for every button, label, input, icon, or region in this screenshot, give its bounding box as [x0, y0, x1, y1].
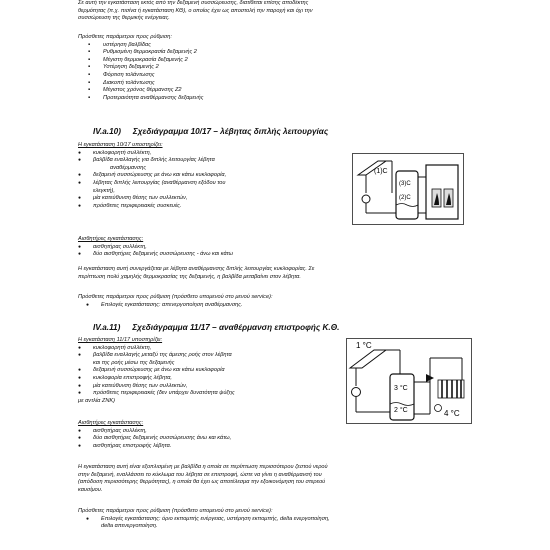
- section-11-heading: [93, 323, 339, 332]
- collector-sensor-label: 1 °C: [356, 341, 372, 350]
- tank-sensor-label: 3 °C: [394, 385, 408, 392]
- section-10-params-label: Πρόσθετες παράμετροι προς ρύθμιση (πρόσθετο υπομενού στο μενού service):: [78, 294, 273, 300]
- intro-params-label: Πρόσθετες παράμετροι προς ρύθμιση:: [78, 34, 172, 40]
- section-11-schematic: [346, 338, 472, 424]
- section-10-description: [78, 266, 498, 281]
- list-item: ▪ Προτεραιότητα αναθέρμανσης δεξαμενής: [88, 95, 498, 103]
- intro-line: θερμότητας (π.χ. πισίνα ή εγκατάσταση ΚΘ), ο οποίος έχει ως αποστολή την παροχή και όχι την: [78, 7, 313, 14]
- section-10-sensors: [78, 236, 498, 259]
- section-10-params: [78, 294, 498, 309]
- description-line: περίπτωση πολύ χαμηλής θερμοκρασίας της δεξαμενής, η βαλβίδα μεταβαίνει στον λέβητα.: [78, 273, 301, 280]
- list-item: ▪ υστέρηση βαλβίδας: [88, 42, 498, 50]
- list-item: ● βαλβίδα εναλλαγής μεταξύ της άμεσης ροής στον λέβητα: [78, 352, 353, 360]
- section-11-title: Σχεδιάγραμμα 11/17 – αναθέρμανση επιστροφής Κ.Θ.: [132, 323, 340, 332]
- description-line: στην δεξαμενή, εναλλάσσει το κύκλωμα του λέβητα σε επιστροφή, ώστε να γίνει η αναθέρμανσή του: [78, 471, 322, 478]
- list-item: ● δύο αισθητήρες δεξαμενής συσσώρευσης άνω και κάτω,: [78, 435, 498, 443]
- description-line: καυσίμου.: [78, 486, 103, 493]
- list-item: ▪ Ρυθμισμένη θερμοκρασία δεξαμενής 2: [88, 49, 498, 57]
- list-item: ● κυκλοφορία επιστροφής λέβητα,: [78, 375, 353, 383]
- tank-sensor-label: (2)C: [399, 195, 411, 201]
- intro-paragraph: [78, 0, 498, 23]
- list-item-continuation: ελεγκτή),: [93, 187, 115, 194]
- radiator-icon: [438, 380, 464, 398]
- tank-sensor-label: (3)C: [399, 181, 411, 187]
- intro-params-list: [88, 42, 498, 103]
- list-item: ● δύο αισθητήρες δεξαμενής συσσώρευσης - άνω και κάτω: [78, 251, 498, 259]
- section-10-system: [78, 142, 353, 210]
- section-11-params-label: Πρόσθετες παράμετροι προς ρύθμιση (πρόσθετο υπομενού στο μενού service):: [78, 508, 273, 514]
- section-10-heading: [93, 127, 328, 136]
- list-item-continuation: με αντλία ZNK): [78, 397, 115, 404]
- tank-sensor-label: 2 °C: [394, 407, 408, 414]
- section-10-title: Σχεδιάγραμμα 10/17 – λέβητας διπλής λειτουργίας: [132, 127, 329, 136]
- description-line: (απόδοση περισσότερης θερμότητας), η οποία θα έχει ως αποτέλεσμα την εξοικονόμηση του στερεού: [78, 479, 326, 486]
- list-item: ● κυκλοφορητή συλλέκτη,: [78, 150, 353, 158]
- list-item: ● δεξαμενή συσσώρευσης με άνω και κάτω κυκλοφορία: [78, 367, 353, 375]
- list-item: ● δεξαμενή συσσώρευσης με άνω και κάτω κυκλοφορία,: [78, 172, 353, 180]
- list-item: ● μία κατεύθυνση θέσης των συλλεκτών,: [78, 195, 353, 203]
- section-11-system-list: [78, 345, 353, 406]
- list-item: ▪ Υστέρηση δεξαμενής 2: [88, 64, 498, 72]
- pump-icon: [352, 388, 361, 397]
- list-item: ● πρόσθετες περιφερειακές συσκευές.: [78, 203, 353, 211]
- list-item: ● βαλβίδα εναλλαγής για διπλής λειτουργίας λέβητα: [78, 157, 353, 165]
- list-item: ● λέβητας διπλής λειτουργίας (αναθέρμανση εξόδου του: [78, 180, 353, 188]
- section-11-sensors-label: Αισθητήρες εγκατάστασης:: [78, 420, 144, 426]
- list-item: ▪ Μέγιστος χρόνος θέρμανσης Ζ2: [88, 87, 498, 95]
- list-item: ● πρόσθετες περιφερειακές (δεν υπάρχει δυνατότητα ψύξης: [78, 390, 353, 398]
- list-item: ▪ Φόρτιση τολάντωσης: [88, 72, 498, 80]
- list-item-continuation: delta απενεργοποίηση.: [101, 523, 158, 530]
- intro-line: Σε αυτή την εγκατάσταση εκτός από την δεξαμενή συσσώρευσης, διατίθεται επίσης αποδέκτης: [78, 0, 309, 6]
- list-item: ● Επιλογές εγκατάστασης: απενεργοποίηση αναθέρμανσης.: [86, 302, 498, 310]
- list-item: ● αισθητήρας συλλέκτη,: [78, 244, 498, 252]
- section-11-description: [78, 464, 498, 494]
- section-10-system-label: Η εγκατάσταση 10/17 υποστηρίζει:: [78, 142, 163, 148]
- pump-icon: [362, 195, 370, 203]
- section-11-params: [78, 508, 498, 531]
- intro-line: συσσώρευση της θερμικής ενέργειας.: [78, 15, 170, 22]
- pump-icon: [435, 405, 442, 412]
- collector-label: (1)C: [374, 168, 388, 175]
- list-item: ▪ Μέγιστη θερμοκρασία δεξαμενής 2: [88, 57, 498, 65]
- section-10-system-list: [78, 150, 353, 211]
- section-10-sensors-label: Αισθητήρες εγκατάστασης:: [78, 236, 144, 242]
- list-item: ● Επιλογές εγκατάστασης: όριο εκπομπής ενέργειας, υστέρηση εκπομπής, delta ενεργοποίηση,: [86, 516, 498, 524]
- return-sensor-label: 4 °C: [444, 409, 460, 418]
- section-10-params-list: [86, 302, 498, 310]
- list-item-continuation: και της ροής μέσω της δεξαμενής: [93, 359, 175, 366]
- section-11-sensors-list: [78, 428, 498, 451]
- section-10-sensors-list: [78, 244, 498, 259]
- section-11-diagram: [346, 338, 472, 424]
- list-item: ● μία κατεύθυνση θέσης των συλλεκτών,: [78, 383, 353, 391]
- section-11-params-list: [86, 516, 498, 531]
- section-11-system-label: Η εγκατάσταση 11/17 υποστηρίζει:: [78, 337, 163, 343]
- description-line: Η εγκατάσταση αυτή είναι εξοπλισμένη με βαλβίδα η οποία σε περίπτωση περισσότερου ζεστού νερού: [78, 464, 328, 470]
- description-line: Η εγκατάσταση αυτή συνεργάζεται με λέβητα αναθέρμανσης διπλής λειτουργίας κυκλοφορίας. Σε: [78, 266, 315, 272]
- section-11-sensors: [78, 420, 498, 450]
- list-item: ▪ Διακοπή τολάντωσης: [88, 80, 498, 88]
- section-11-number: IV.a.11): [93, 323, 121, 332]
- list-item: ● αισθητήρας συλλέκτη,: [78, 428, 498, 436]
- intro-params: [78, 34, 498, 102]
- list-item: ● κυκλοφορητή συλλέκτη,: [78, 345, 353, 353]
- section-10-schematic: [352, 153, 464, 225]
- section-10-number: IV.a.10): [93, 127, 121, 136]
- section-10-diagram: [352, 153, 464, 225]
- section-11-system: [78, 337, 353, 405]
- list-item-continuation: αναθέρμανσης: [110, 164, 147, 171]
- list-item: ● αισθητήρας επιστροφής λέβητα.: [78, 443, 498, 451]
